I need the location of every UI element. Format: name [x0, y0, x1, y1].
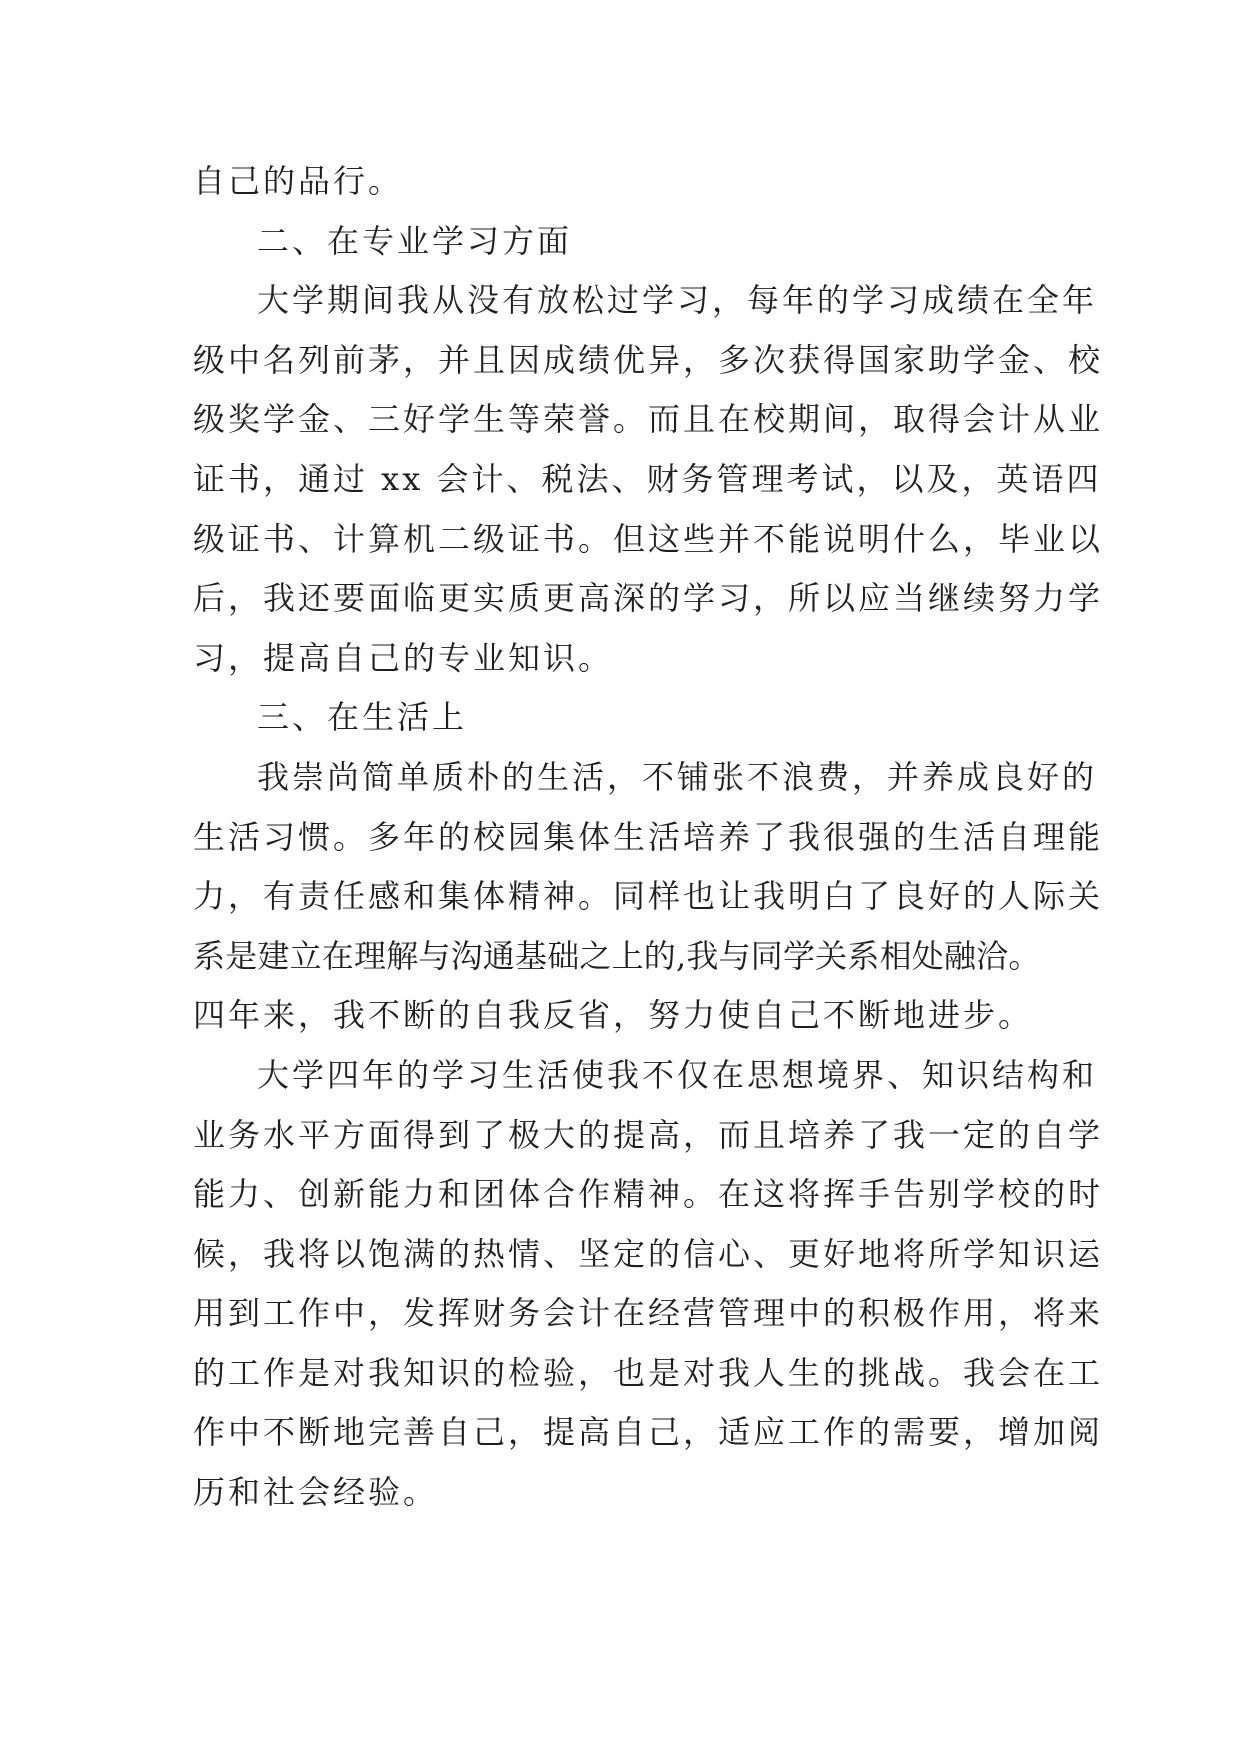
text-line: 候，我将以饱满的热情、坚定的信心、更好地将所学知识运	[193, 1234, 1104, 1273]
text-line: 四年来，我不断的自我反省，努力使自己不断地进步。	[193, 996, 1034, 1035]
text-line: 后，我还要面临更实质更高深的学习，所以应当继续努力学	[193, 579, 1104, 618]
text-line: 大学四年的学习生活使我不仅在思想境界、知识结构和	[257, 1055, 1098, 1094]
text-line: 级中名列前茅，并且因成绩优异，多次获得国家助学金、校	[193, 340, 1104, 379]
document-page	[193, 152, 1104, 1523]
text-line: 系是建立在理解与沟通基础之上的,我与同学关系相处融洽。	[193, 936, 1041, 975]
text-line: 大学期间我从没有放松过学习，每年的学习成绩在全年	[257, 281, 1098, 320]
text-line: 能力、创新能力和团体合作精神。在这将挥手告别学校的时	[193, 1175, 1104, 1214]
text-line: 习，提高自己的专业知识。	[193, 638, 614, 677]
section-heading: 三、在生活上	[257, 698, 468, 737]
text-line: 我崇尚简单质朴的生活，不铺张不浪费，并养成良好的	[257, 757, 1098, 796]
text-line: 业务水平方面得到了极大的提高，而且培养了我一定的自学	[193, 1115, 1104, 1154]
text-line: 生活习惯。多年的校园集体生活培养了我很强的生活自理能	[193, 817, 1104, 856]
text-line: 级证书、计算机二级证书。但这些并不能说明什么，毕业以	[193, 519, 1104, 558]
text-line: 自己的品行。	[193, 162, 404, 200]
text-line: 历和社会经验。	[193, 1473, 439, 1512]
section-heading: 二、在专业学习方面	[257, 221, 573, 260]
text-line: 力，有责任感和集体精神。同样也让我明白了良好的人际关	[193, 877, 1104, 916]
text-line: 作中不断地完善自己，提高自己，适应工作的需要，增加阅	[193, 1413, 1104, 1452]
text-line: 用到工作中，发挥财务会计在经营管理中的积极作用，将来	[193, 1294, 1104, 1333]
text-line: 级奖学金、三好学生等荣誉。而且在校期间，取得会计从业	[193, 400, 1104, 439]
text-line: 的工作是对我知识的检验，也是对我人生的挑战。我会在工	[193, 1353, 1104, 1392]
text-line: 证书，通过 xx 会计、税法、财务管理考试，以及，英语四	[193, 459, 1102, 498]
